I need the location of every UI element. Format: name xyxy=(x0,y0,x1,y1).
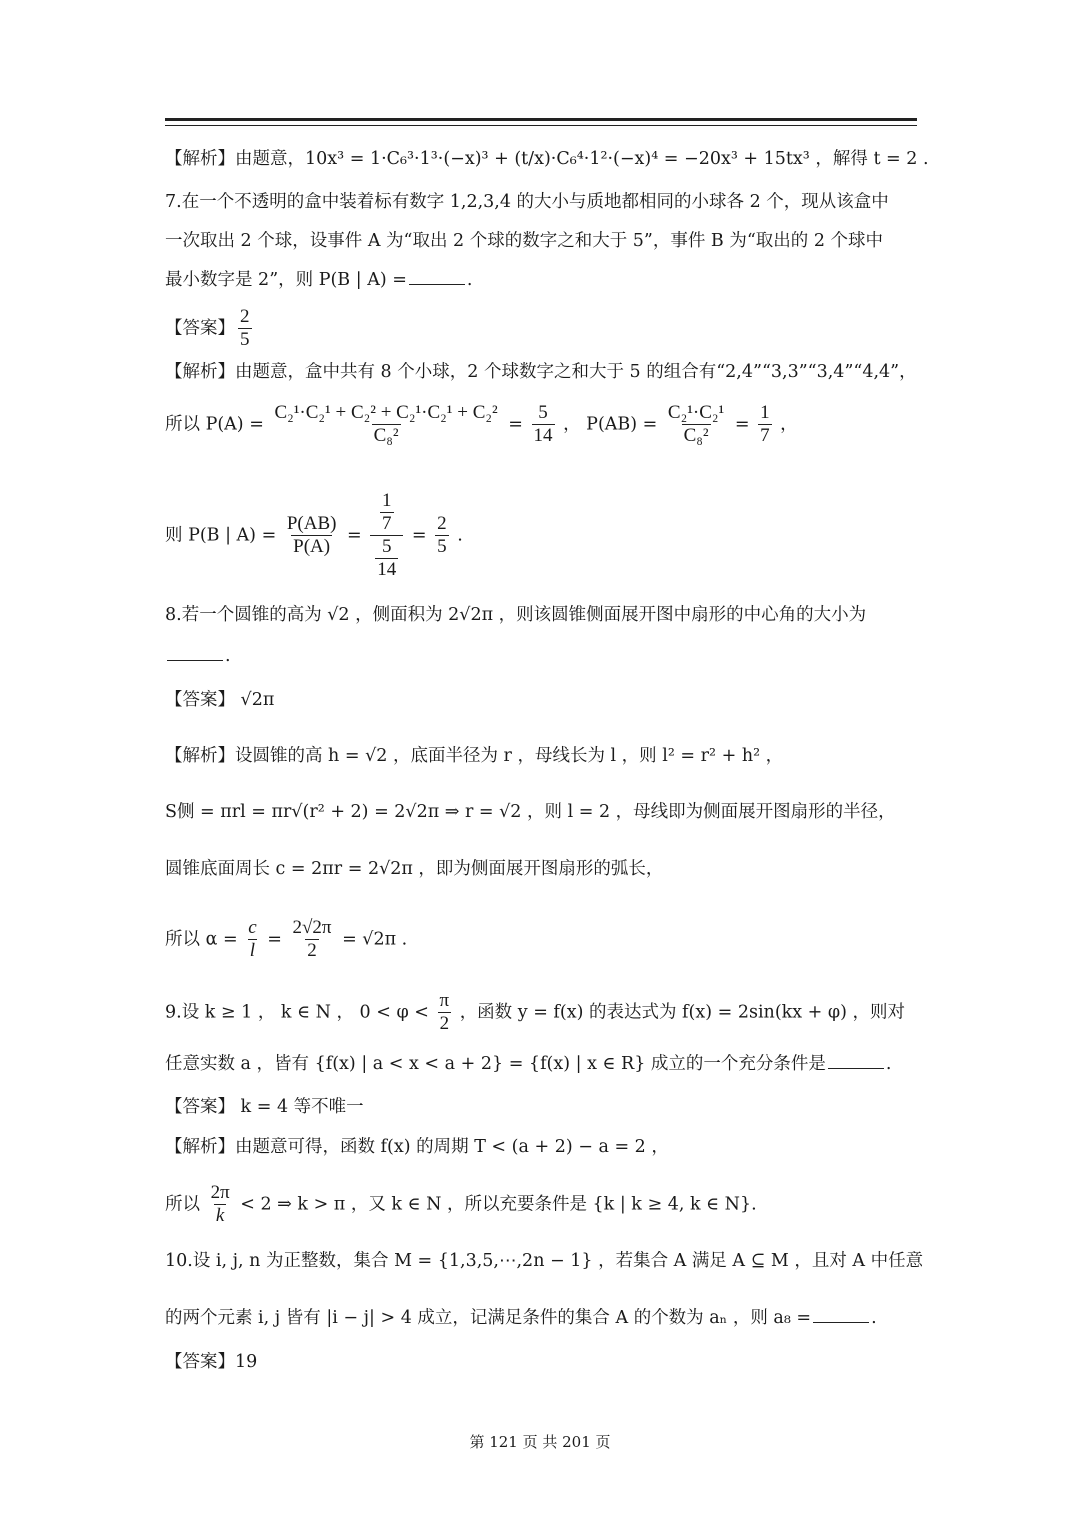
answer-blank xyxy=(409,283,465,285)
answer-7-fraction xyxy=(238,306,252,351)
pba-numerator: P(AB) xyxy=(286,513,337,534)
answer-8-text: 【答案】 √2π xyxy=(165,690,275,710)
question-9-text-1: 9.设 k ≥ 1 ， k ∈ N ， 0 < φ < xyxy=(165,1002,429,1023)
solution-7-line-2 xyxy=(165,402,925,447)
solution-8-line-4 xyxy=(165,917,925,962)
arc-length: 2√2π xyxy=(292,917,332,938)
pa-result-numerator: 5 xyxy=(538,402,548,423)
answer-10-text: 【答案】19 xyxy=(165,1352,258,1372)
question-10-text-1: 10.设 i, j, n 为正整数，集合 M = {1,3,5,⋯,2n − 1} ，若集合 A 满足 A ⊆ M ，且对 A 中任意 xyxy=(165,1251,924,1271)
solution-7-pa-fraction xyxy=(272,402,499,447)
fraction-five-fourteenths xyxy=(375,536,398,581)
l: l xyxy=(249,940,256,961)
solution-7-text-1: 【解析】由题意，盒中共有 8 个小球，2 个球数字之和大于 5 的组合有“2,4”“3,3”“3,4”“4,4”， xyxy=(165,362,917,382)
solution-7-compound-fraction xyxy=(370,490,403,581)
answer-9 xyxy=(165,1096,925,1118)
solution-7-pa-denominator: C₈² xyxy=(373,425,399,446)
question-7-text-2: 一次取出 2 个球，设事件 A 为“取出 2 个球的数字之和大于 5”，事件 B 为“取出的 2 个球中 xyxy=(165,231,884,251)
c: c xyxy=(248,917,257,938)
solution-8-alpha-label: 所以 α = xyxy=(165,929,238,950)
question-7-line-1 xyxy=(165,191,925,213)
question-9-text-2: ，函数 y = f(x) 的表达式为 f(x) = 2sin(kx + φ) ，则对 xyxy=(459,1002,906,1023)
solution-7-pa-label: 所以 P(A) = xyxy=(165,414,264,435)
solution-8-text-2: S侧 = πrl = πr√(r² + 2) = 2√2π ⇒ r = √2 ，则 l = 2 ，母线即为侧面展开图扇形的半径， xyxy=(165,802,896,822)
answer-7-numerator: 2 xyxy=(240,306,250,327)
question-8-text: 8.若一个圆锥的高为 √2 ，侧面积为 2√2π ，则该圆锥侧面展开图中扇形的中心角的大小为 xyxy=(165,605,867,625)
pab-result-denominator: 7 xyxy=(760,425,770,446)
pba-denominator: P(A) xyxy=(293,536,331,557)
solution-7-line-1 xyxy=(165,361,925,383)
question-9-line-1 xyxy=(165,990,925,1035)
two: 2 xyxy=(439,1013,450,1034)
question-7-text-3: 最小数字是 2”，则 P(B | A) = xyxy=(165,270,407,290)
equals-sign: = xyxy=(508,414,523,435)
equals-sign: = xyxy=(734,414,750,435)
fraction-pi-over-two xyxy=(438,990,452,1035)
answer-7-denominator: 5 xyxy=(240,329,250,350)
final-denominator: 5 xyxy=(437,536,447,557)
answer-blank xyxy=(167,659,223,661)
question-8-line-2: . xyxy=(165,645,925,667)
final-numerator: 2 xyxy=(437,513,447,534)
solution-9-line-2 xyxy=(165,1182,925,1227)
question-10-text-2: 的两个元素 i, j 皆有 |i − j| > 4 成立，记满足条件的集合 A 的个数为 aₙ ，则 a₈ = xyxy=(165,1308,812,1328)
answer-blank xyxy=(813,1321,869,1323)
answer-blank xyxy=(828,1067,884,1069)
comma: ， xyxy=(780,414,798,435)
one: 1 xyxy=(382,490,392,511)
two: 2 xyxy=(307,940,317,961)
answer-7 xyxy=(165,306,925,351)
seven: 7 xyxy=(382,513,392,534)
question-10-line-1 xyxy=(165,1250,925,1272)
solution-9-label: 所以 xyxy=(165,1194,200,1215)
solution-8-line-3 xyxy=(165,858,925,880)
solution-8-line-2 xyxy=(165,801,925,823)
solution-8-text-1: 【解析】设圆锥的高 h = √2 ，底面半径为 r ，母线长为 l ，则 l² = r² + h² ， xyxy=(165,746,784,766)
equals-sign: = xyxy=(411,525,427,546)
fraction-arc-over-two xyxy=(290,917,333,962)
answer-7-tag: 【答案】 xyxy=(165,318,235,339)
solution-7-pba-fraction xyxy=(285,513,339,558)
fraction-one-seventh xyxy=(380,490,394,535)
fraction-c-over-l xyxy=(246,917,258,962)
solution-9-text-2: < 2 ⇒ k > π ，又 k ∈ N ，所以充要条件是 {k | k ≥ 4, k ∈ N}. xyxy=(240,1194,757,1215)
question-9-line-2: 任意实数 a ，皆有 {f(x) | a < x < a + 2} = {f(x) | x ∈ R} 成立的一个充分条件是 . xyxy=(165,1054,892,1074)
solution-7-pab-fraction xyxy=(666,402,726,447)
page-footer: 第 121 页 共 201 页 xyxy=(469,1433,611,1451)
solution-6-text: 【解析】由题意，10x³ = 1·C₆³·1³·(−x)³ + (t/x)·C₆⁴·1²·(−x)⁴ = −20x³ + 15tx³ ，解得 t = 2 . xyxy=(165,149,929,169)
compound-numerator xyxy=(375,490,399,535)
solution-7-pab-label: ， P(AB) = xyxy=(563,414,658,435)
question-9-text-3: 任意实数 a ，皆有 {f(x) | a < x < a + 2} = {f(x) | x ∈ R} 成立的一个充分条件是 xyxy=(165,1054,826,1074)
compound-denominator xyxy=(370,535,403,581)
solution-7-line-3: 则 P(B | A) = $\frac{P(AB)}{P(A)}$ = $\frac{\frac{1}{7}}{\frac{5}{14}}$ = $\frac{2}{5}$ . xyxy=(165,490,463,580)
fraction-two-pi-over-k xyxy=(209,1182,232,1227)
pi: π xyxy=(439,990,450,1011)
solution-7-pa-numerator: C₂¹·C₂¹ + C₂² + C₂¹·C₂¹ + C₂² xyxy=(274,402,498,423)
question-7-text-1: 7.在一个不透明的盒中装着标有数字 1,2,3,4 的大小与质地都相同的小球各 2 个，现从该盒中 xyxy=(165,192,889,212)
pab-numerator: C₂¹·C₂¹ xyxy=(667,402,725,423)
equals-sign: = xyxy=(267,929,282,950)
solution-6 xyxy=(165,148,929,170)
solution-7-pba-label: 则 P(B | A) = xyxy=(165,525,277,546)
pab-denominator: C₈² xyxy=(683,425,709,446)
answer-10 xyxy=(165,1351,925,1373)
question-7-line-2 xyxy=(165,230,925,252)
pa-result-denominator: 14 xyxy=(533,425,553,446)
answer-8 xyxy=(165,689,925,711)
solution-7-pa-result xyxy=(532,402,555,447)
solution-7-final xyxy=(435,513,449,558)
equals-sign: = xyxy=(347,525,362,546)
header-rule-thin xyxy=(165,125,917,126)
k: k xyxy=(215,1205,225,1226)
two-pi: 2π xyxy=(210,1182,230,1203)
question-8-line-1 xyxy=(165,604,925,626)
fourteen: 14 xyxy=(377,559,397,580)
solution-9-line-1 xyxy=(165,1136,925,1158)
question-10-line-2: 的两个元素 i, j 皆有 |i − j| > 4 成立，记满足条件的集合 A 的个数为 aₙ ，则 a₈ = . xyxy=(165,1308,877,1328)
solution-8-line-1 xyxy=(165,745,925,767)
solution-8-text-3: 圆锥底面周长 c = 2πr = 2√2π ，即为侧面展开图扇形的弧长， xyxy=(165,859,664,879)
header-rule-thick xyxy=(165,118,917,121)
question-7-line-3: 最小数字是 2”，则 P(B | A) = . xyxy=(165,270,473,290)
solution-7-pab-result xyxy=(758,402,772,447)
answer-9-text: 【答案】 k = 4 等不唯一 xyxy=(165,1097,364,1117)
solution-9-text-1: 【解析】由题意可得，函数 f(x) 的周期 T < (a + 2) − a = 2 ， xyxy=(165,1137,669,1157)
five: 5 xyxy=(382,536,392,557)
solution-8-result: = √2π . xyxy=(342,929,408,950)
pab-result-numerator: 1 xyxy=(760,402,770,423)
